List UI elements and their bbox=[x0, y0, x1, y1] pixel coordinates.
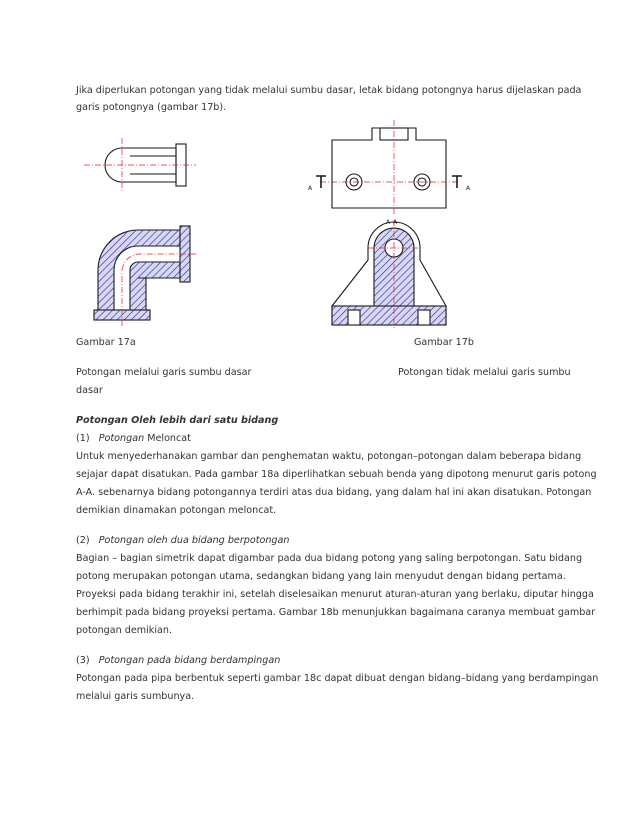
section-mark-right: A bbox=[466, 185, 471, 192]
figure-17-drawing bbox=[76, 120, 476, 330]
item-1-line: A-A. sebenarnya bidang potongannya terdiri atas dua bidang, yang dalam hal ini akan disatukan. Potongan bbox=[76, 487, 592, 498]
fig17a-top-view bbox=[84, 138, 196, 192]
item-3-line: melalui garis sumbunya. bbox=[76, 691, 195, 702]
item-3-title bbox=[76, 655, 280, 666]
item-2-line: berhimpit pada bidang proyeksi pertama. Gambar 18b menunjukkan bagaimana caranya membuat gambar bbox=[76, 607, 596, 618]
fig17b-section-view bbox=[332, 220, 446, 330]
figure-17 bbox=[76, 120, 476, 330]
item-1-title-italic: Potongan bbox=[98, 433, 145, 444]
item-2-line: Proyeksi pada bidang terakhir ini, setelah diselesaikan menurut aturan-aturan yang berlaku, diputar hingga bbox=[76, 589, 594, 600]
item-1-title-rest: Meloncat bbox=[144, 433, 191, 444]
item-2-line: potongan demikian. bbox=[76, 625, 173, 636]
item-1-line: Untuk menyederhanakan gambar dan penghematan waktu, potongan–potongan dalam beberapa bidang bbox=[76, 451, 582, 462]
section-mark-left: A bbox=[308, 185, 313, 192]
item-3-number: (3) bbox=[76, 655, 90, 666]
item-2-line: Bagian – bagian simetrik dapat digambar pada dua bidang potong yang saling berpotongan. Satu bidang bbox=[76, 553, 583, 564]
figure-caption-17a: Potongan melalui garis sumbu dasar bbox=[76, 367, 252, 378]
item-1-line: sejajar dapat disatukan. Pada gambar 18a diperlihatkan sebuah benda yang dipotong menurut garis potong bbox=[76, 469, 597, 480]
item-2-title-italic: Potongan oleh dua bidang berpotongan bbox=[98, 535, 290, 546]
fig17a-section-view bbox=[94, 226, 196, 326]
item-1-title bbox=[76, 433, 191, 444]
figure-label-17a: Gambar 17a bbox=[76, 337, 136, 348]
section-heading: Potongan Oleh lebih dari satu bidang bbox=[76, 415, 279, 426]
item-2-number: (2) bbox=[76, 535, 90, 546]
item-1-line: demikian dinamakan potongan meloncat. bbox=[76, 505, 277, 516]
section-title-aa: A–A bbox=[386, 219, 398, 226]
intro-line-1: Jika diperlukan potongan yang tidak melalui sumbu dasar, letak bidang potongnya harus dijelaskan pada bbox=[76, 85, 582, 96]
intro-line-2: garis potongnya (gambar 17b). bbox=[76, 102, 227, 113]
item-2-line: potong merupakan potongan utama, sedangkan bidang yang lain menyudut dengan bidang pertama. bbox=[76, 571, 566, 582]
item-3-title-italic: Potongan pada bidang berdampingan bbox=[98, 655, 281, 666]
figure-label-17b: Gambar 17b bbox=[414, 337, 474, 348]
figure-caption-17b: Potongan tidak melalui garis sumbu bbox=[398, 367, 571, 378]
item-1-number: (1) bbox=[76, 433, 90, 444]
figure-caption-17b-cont: dasar bbox=[76, 385, 103, 396]
fig17b-front-view bbox=[316, 120, 462, 216]
item-3-line: Potongan pada pipa berbentuk seperti gambar 18c dapat dibuat dengan bidang–bidang yang berdampingan bbox=[76, 673, 599, 684]
item-2-title bbox=[76, 535, 289, 546]
